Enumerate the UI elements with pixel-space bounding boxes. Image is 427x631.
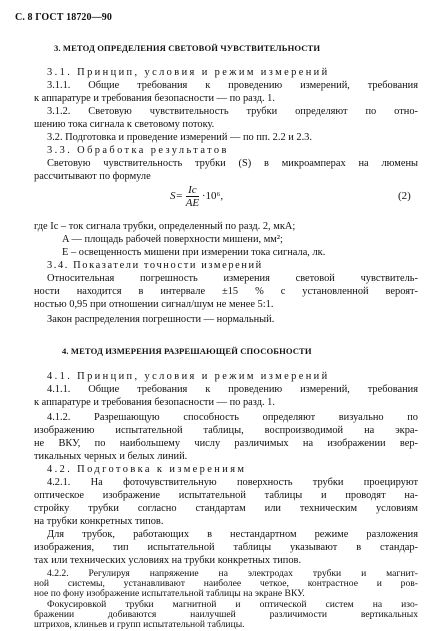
formula-numerator: Iс xyxy=(186,184,199,197)
clause-4-2-2-line5: бражении добиваются наилучшей различимости вертикальных xyxy=(34,608,418,620)
clause-3-2: 3.2. Подготовка и проведение измерений — по пп. 2.2 и 2.3. xyxy=(47,132,312,143)
page-header: С. 8 ГОСТ 18720—90 xyxy=(15,12,112,23)
clause-4-2-2-line3: ное по фону изображение испытательной таблицы на экране ВКУ. xyxy=(34,588,305,600)
clause-3-1: 3.1. Принцип, условия и режим измерений xyxy=(47,67,330,78)
clause-4-2-1-line4: на трубки конкретных типов. xyxy=(34,516,164,527)
clause-3-1-1-line2: к аппаратуре и требования безопасности — по разд. 1. xyxy=(34,93,275,104)
clause-4-2-2-line1: 4.2.2. Регулируя напряжение на электродах трубки и магнит- xyxy=(47,568,418,579)
clause-4-2: 4.2. Подготовка к измерениям xyxy=(47,464,247,475)
clause-3-4-line1: Относительная погрешность измерения световой чувствитель- xyxy=(47,273,418,284)
clause-3-1-2-line1: 3.1.2. Световую чувствительность трубки определяют по отно- xyxy=(47,106,418,117)
clause-4-2-2-line6: штрихов, клиньев и групп испытательной таблицы. xyxy=(34,619,245,630)
clause-3-1-2-line2: шению тока сигнала к световому потоку. xyxy=(34,119,215,130)
clause-3-3: 3.3. Обработка результатов xyxy=(47,145,229,156)
formula-2 xyxy=(170,184,223,209)
clause-4-1-2-line3: не ВКУ, по наибольшему числу различимых на изображении вер- xyxy=(34,438,418,449)
formula-denominator: AE xyxy=(185,197,200,209)
clause-3-4: 3.4. Показатели точности измерений xyxy=(47,260,263,271)
clause-3-3-line2: рассчитывают по формуле xyxy=(34,171,151,182)
formula-lhs: S= xyxy=(170,190,183,203)
section-3-title: 3. МЕТОД ОПРЕДЕЛЕНИЯ СВЕТОВОЙ ЧУВСТВИТЕЛЬНОСТИ xyxy=(54,43,321,53)
clause-4-2-2-line4: Фокусировкой трубки магнитной и оптической систем на изо- xyxy=(47,598,418,610)
clause-4-2-1-line3: стройку трубки согласно стандартам или техническим условиям xyxy=(34,503,418,514)
clause-4-2-1-line7: тах или технических условиях на трубки конкретных типов. xyxy=(34,555,302,566)
section-4-title: 4. МЕТОД ИЗМЕРЕНИЯ РАЗРЕШАЮЩЕЙ СПОСОБНОСТИ xyxy=(62,346,312,356)
clause-4-2-2-line2: ной системы, устанавливают наиболее четкое, контрастное и ров- xyxy=(34,578,418,590)
clause-4-2-1-line1: 4.2.1. На фоточувствительную поверхность трубки проецируют xyxy=(47,477,418,488)
clause-4-1-2-line1: 4.1.2. Разрешающую способность определяют визуально по xyxy=(47,412,418,423)
where-line-1: где Iс – ток сигнала трубки, определенный по разд. 2, мкА; xyxy=(34,221,296,232)
formula-fraction xyxy=(186,184,199,209)
clause-4-1-1-line2: к аппаратуре и требования безопасности — по разд. 1. xyxy=(34,397,275,408)
formula-number: (2) xyxy=(398,190,411,202)
clause-4-2-1-line2: оптическое изображение испытательной таблицы и проводят на- xyxy=(34,490,418,501)
clause-4-1-2-line4: тикальных черных и белых линий. xyxy=(34,451,188,462)
where-line-2: A — площадь рабочей поверхности мишени, мм²; xyxy=(62,234,283,245)
clause-3-4-line2: ности находится в интервале ±15 % с установленной вероят- xyxy=(34,286,418,297)
clause-4-1-2-line2: изображению испытательной таблицы, воспроизводимой на экра- xyxy=(34,425,418,436)
clause-4-2-1-line6: изображения, тип испытательной таблицы указывают в стандар- xyxy=(34,542,418,553)
clause-4-1: 4.1. Принцип, условия и режим измерений xyxy=(47,371,330,382)
clause-3-4-line3: ностью 0,95 при отношении сигнал/шум не менее 5:1. xyxy=(34,299,274,310)
clause-3-3-line1: Световую чувствительность трубки (S) в микроамперах на люмены xyxy=(47,158,418,169)
clause-4-2-1-line5: Для трубок, работающих в нестандартном режиме разложения xyxy=(47,529,418,540)
formula-rhs: ·10⁶, xyxy=(201,190,224,203)
clause-3-4-line4: Закон распределения погрешности — нормальный. xyxy=(47,314,275,325)
clause-3-1-1-line1: 3.1.1. Общие требования к проведению измерений, требования xyxy=(47,80,418,91)
where-line-3: E – освещенность мишени при измерении тока сигнала, лк. xyxy=(62,247,326,258)
clause-4-1-1-line1: 4.1.1. Общие требования к проведению измерений, требования xyxy=(47,384,418,395)
